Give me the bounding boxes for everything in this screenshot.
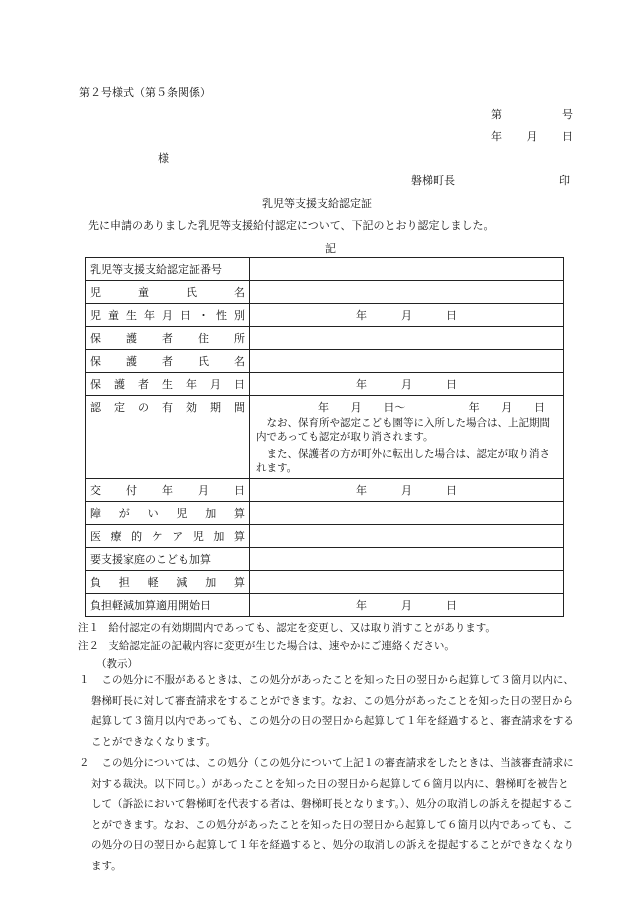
ki-heading: 記 — [325, 242, 336, 255]
row-label — [86, 281, 250, 304]
doc-date-line — [491, 128, 573, 144]
certification-table — [85, 257, 564, 502]
doc-number-prefix: 第 — [491, 108, 502, 121]
spread-label: 交 付 年 月 日 — [90, 484, 245, 497]
spread-label: 負 担 軽 減 加 算 — [90, 576, 245, 589]
spread-label: 保 護 者 住 所 — [90, 332, 245, 345]
date-month: 月 — [526, 130, 538, 143]
row-label — [86, 571, 250, 594]
note-2 — [78, 638, 578, 653]
row-value — [250, 350, 564, 373]
row-label — [86, 373, 250, 396]
table-row — [86, 373, 564, 396]
date-day: 日 — [562, 130, 573, 143]
spread-label: 児 童 氏 名 — [90, 286, 245, 299]
form-number: 第２号様式（第５条関係） — [79, 86, 211, 99]
table-row — [86, 571, 564, 594]
table-row — [86, 594, 564, 617]
table-row — [86, 350, 564, 373]
table-row — [86, 479, 564, 502]
validity-value — [250, 396, 564, 479]
table-row — [86, 304, 564, 327]
kyoji-heading: （教示） — [96, 658, 138, 670]
table-row — [86, 281, 564, 304]
spread-label: 障 が い 児 加 算 — [90, 507, 245, 520]
row-label — [86, 396, 250, 479]
table-row — [86, 548, 564, 571]
row-label — [86, 327, 250, 350]
spread-label: 保 護 者 生 年 月 日 — [90, 378, 245, 391]
instruction-text: この処分については、この処分（この処分について上記１の審査請求をしたときは、当該審査請求に対する裁決。以下同じ。）があったことを知った日の翌日から起算して６箇月以内に、磐梯町を被告として（訴訟において磐梯町を代表する者は、磐梯町長となります。）、処分の取消しの訴えを提起することができます。なお、この処分があったことを知った日の翌日から起算して６箇月以内であっても、この処分の日の翌日から起算して１年を経過すると、処分の取消しの訴えを提起することができなくなります。 — [91, 757, 574, 872]
row-label — [86, 304, 250, 327]
row-label — [86, 479, 250, 502]
instruction-number: １ — [79, 674, 90, 686]
spread-label: 医 療 的 ケ ア 児 加 算 — [90, 530, 245, 543]
table-row-validity — [86, 396, 564, 479]
spread-label: 児 童 生 年 月 日 ・ 性 別 — [90, 309, 245, 322]
table-row — [86, 327, 564, 350]
spread-label: 認 定 の 有 効 期 間 — [90, 401, 245, 414]
table-row — [86, 525, 564, 548]
row-value — [250, 281, 564, 304]
spread-label: 保 護 者 氏 名 — [90, 355, 245, 368]
row-label — [86, 525, 250, 548]
row-value — [250, 502, 564, 525]
row-label — [86, 350, 250, 373]
note-mark: 注２ — [78, 640, 99, 652]
instruction-2 — [79, 753, 579, 876]
note-1 — [78, 620, 578, 635]
date-value: 年 月 日 — [250, 594, 564, 617]
date-value: 年 月 日 — [250, 479, 564, 502]
row-value — [250, 548, 564, 571]
doc-number-line — [491, 106, 573, 122]
addition-table — [85, 501, 564, 617]
addressee-suffix: 様 — [158, 152, 169, 165]
row-label: 乳児等支援支給認定証番号 — [86, 258, 250, 281]
table-row — [86, 502, 564, 525]
row-label: 要支援家庭のこども加算 — [86, 548, 250, 571]
row-label: 負担軽減加算適用開始日 — [86, 594, 250, 617]
issuer-name: 磐梯町長 — [411, 174, 455, 187]
validity-note-1: なお、保育所や認定こども園等に入所した場合は、上記期間内であっても認定が取り消されます。 — [256, 417, 550, 443]
instruction-number: ２ — [79, 757, 90, 769]
row-value — [250, 258, 564, 281]
table-row — [86, 258, 564, 281]
date-value: 年 月 日 — [250, 373, 564, 396]
doc-number-suffix: 号 — [562, 108, 573, 121]
intro-text: 先に申請のありました乳児等支援給付認定について、下記のとおり認定しました。 — [88, 219, 495, 232]
date-year: 年 — [491, 130, 502, 143]
row-value — [250, 525, 564, 548]
note-text: 給付認定の有効期間内であっても、認定を変更し、又は取り消すことがあります。 — [108, 622, 496, 634]
date-value: 年 月 日 — [250, 304, 564, 327]
note-text: 支給認定証の記載内容に変更が生じた場合は、速やかにご連絡ください。 — [108, 640, 455, 652]
validity-range: 年 月 日～ 年 月 日 — [318, 401, 545, 414]
row-value — [250, 571, 564, 594]
row-label — [86, 502, 250, 525]
seal-mark: 印 — [559, 174, 570, 187]
validity-note-2: また、保護者の方が町外に転出した場合は、認定が取り消されます。 — [256, 448, 550, 474]
row-value — [250, 327, 564, 350]
document-title: 乳児等支援支給認定証 — [262, 197, 372, 210]
instruction-text: この処分に不服があるときは、この処分があったことを知った日の翌日から起算して３箇月以内に、磐梯町長に対して審査請求をすることができます。なお、この処分があったことを知った日の翌日から起算して３箇月以内であっても、この処分の日の翌日から起算して１年を経過すると、審査請求をすることができなくなります。 — [91, 674, 574, 748]
instruction-1 — [79, 670, 579, 752]
note-mark: 注１ — [78, 622, 99, 634]
